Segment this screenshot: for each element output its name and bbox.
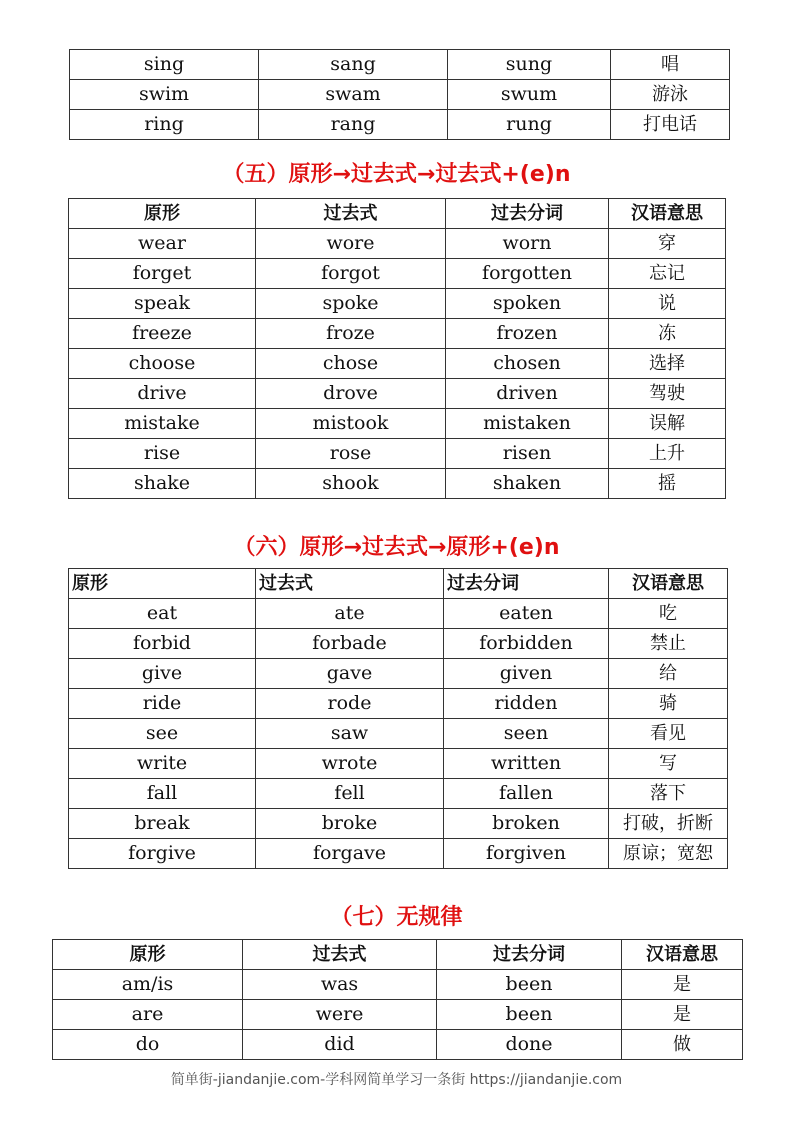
cell-past-tense: forgave xyxy=(256,839,444,869)
cell-base-form: break xyxy=(69,809,256,839)
cell-base-form: write xyxy=(69,749,256,779)
cell-chinese-meaning: 误解 xyxy=(609,409,726,439)
cell-past-participle: been xyxy=(437,970,622,1000)
cell-base-form: rise xyxy=(69,439,256,469)
cell-base-form: see xyxy=(69,719,256,749)
table-header xyxy=(69,569,728,599)
cell-past-participle: shaken xyxy=(446,469,609,499)
table-row xyxy=(69,629,728,659)
table-row xyxy=(69,809,728,839)
column-header-chinese-meaning: 汉语意思 xyxy=(609,569,728,599)
table-row xyxy=(53,1000,743,1030)
header-row xyxy=(53,940,743,970)
cell-base-form: drive xyxy=(69,379,256,409)
cell-past-tense: were xyxy=(243,1000,437,1030)
cell-chinese-meaning: 说 xyxy=(609,289,726,319)
column-header-base-form: 原形 xyxy=(53,940,243,970)
cell-chinese-meaning: 原谅；宽恕 xyxy=(609,839,728,869)
cell-past-participle: forgiven xyxy=(444,839,609,869)
verb-table-section7 xyxy=(52,939,743,1060)
cell-chinese-meaning: 做 xyxy=(622,1030,743,1060)
cell-past-participle: done xyxy=(437,1030,622,1060)
cell-past-tense: forgot xyxy=(256,259,446,289)
cell-past-participle: forbidden xyxy=(444,629,609,659)
cell-base-form: do xyxy=(53,1030,243,1060)
cell-past-tense: rang xyxy=(259,110,448,140)
cell-base-form: eat xyxy=(69,599,256,629)
section6-heading: （六）原形→过去式→原形+(e)n xyxy=(233,535,560,560)
cell-chinese-meaning: 给 xyxy=(609,659,728,689)
footer-source: 简单街-jiandanjie.com-学科网简单学习一条街 https://jiandanjie.com xyxy=(170,1072,623,1088)
cell-past-participle: worn xyxy=(446,229,609,259)
cell-base-form: mistake xyxy=(69,409,256,439)
cell-past-tense: spoke xyxy=(256,289,446,319)
table-row xyxy=(69,259,726,289)
column-header-past-tense: 过去式 xyxy=(243,940,437,970)
table-row xyxy=(69,289,726,319)
cell-past-tense: broke xyxy=(256,809,444,839)
cell-chinese-meaning: 忘记 xyxy=(609,259,726,289)
column-header-chinese-meaning: 汉语意思 xyxy=(622,940,743,970)
table-row xyxy=(69,319,726,349)
table-body xyxy=(70,50,730,140)
table-row xyxy=(53,970,743,1000)
cell-past-participle: swum xyxy=(448,80,611,110)
table-row xyxy=(69,839,728,869)
cell-chinese-meaning: 穿 xyxy=(609,229,726,259)
verb-table-top xyxy=(69,49,730,140)
cell-chinese-meaning: 游泳 xyxy=(611,80,730,110)
cell-base-form: are xyxy=(53,1000,243,1030)
table-row xyxy=(69,229,726,259)
cell-chinese-meaning: 是 xyxy=(622,1000,743,1030)
cell-base-form: sing xyxy=(70,50,259,80)
cell-past-tense: gave xyxy=(256,659,444,689)
header-row xyxy=(69,199,726,229)
column-header-past-participle: 过去分词 xyxy=(444,569,609,599)
cell-past-tense: wore xyxy=(256,229,446,259)
cell-chinese-meaning: 写 xyxy=(609,749,728,779)
column-header-past-participle: 过去分词 xyxy=(437,940,622,970)
cell-base-form: am/is xyxy=(53,970,243,1000)
cell-past-tense: chose xyxy=(256,349,446,379)
cell-past-participle: forgotten xyxy=(446,259,609,289)
cell-past-participle: driven xyxy=(446,379,609,409)
table-row xyxy=(69,409,726,439)
cell-past-tense: rose xyxy=(256,439,446,469)
cell-base-form: freeze xyxy=(69,319,256,349)
cell-past-tense: ate xyxy=(256,599,444,629)
cell-chinese-meaning: 选择 xyxy=(609,349,726,379)
table-header xyxy=(69,199,726,229)
cell-chinese-meaning: 看见 xyxy=(609,719,728,749)
cell-past-participle: chosen xyxy=(446,349,609,379)
cell-past-tense: was xyxy=(243,970,437,1000)
cell-base-form: forbid xyxy=(69,629,256,659)
column-header-past-tense: 过去式 xyxy=(256,569,444,599)
cell-chinese-meaning: 打电话 xyxy=(611,110,730,140)
cell-base-form: ride xyxy=(69,689,256,719)
table-body xyxy=(69,599,728,869)
cell-past-tense: did xyxy=(243,1030,437,1060)
cell-past-tense: froze xyxy=(256,319,446,349)
cell-base-form: fall xyxy=(69,779,256,809)
cell-past-participle: mistaken xyxy=(446,409,609,439)
cell-past-participle: frozen xyxy=(446,319,609,349)
cell-chinese-meaning: 唱 xyxy=(611,50,730,80)
cell-chinese-meaning: 打破，折断 xyxy=(609,809,728,839)
cell-past-participle: given xyxy=(444,659,609,689)
verb-table-section5 xyxy=(68,198,726,499)
cell-past-participle: broken xyxy=(444,809,609,839)
cell-past-participle: seen xyxy=(444,719,609,749)
table-row xyxy=(69,719,728,749)
table-row xyxy=(69,469,726,499)
cell-base-form: shake xyxy=(69,469,256,499)
cell-base-form: give xyxy=(69,659,256,689)
cell-past-tense: swam xyxy=(259,80,448,110)
column-header-base-form: 原形 xyxy=(69,569,256,599)
table-row xyxy=(69,379,726,409)
table-row xyxy=(69,659,728,689)
table-row xyxy=(69,689,728,719)
cell-past-participle: sung xyxy=(448,50,611,80)
cell-chinese-meaning: 是 xyxy=(622,970,743,1000)
verb-table-section6 xyxy=(68,568,728,869)
cell-past-tense: drove xyxy=(256,379,446,409)
cell-past-tense: shook xyxy=(256,469,446,499)
cell-past-participle: been xyxy=(437,1000,622,1030)
cell-chinese-meaning: 禁止 xyxy=(609,629,728,659)
section7-heading: （七）无规律 xyxy=(330,905,463,930)
table-row xyxy=(69,779,728,809)
cell-base-form: swim xyxy=(70,80,259,110)
cell-chinese-meaning: 驾驶 xyxy=(609,379,726,409)
cell-past-participle: written xyxy=(444,749,609,779)
cell-past-participle: ridden xyxy=(444,689,609,719)
table-row xyxy=(69,439,726,469)
cell-base-form: choose xyxy=(69,349,256,379)
column-header-base-form: 原形 xyxy=(69,199,256,229)
cell-base-form: wear xyxy=(69,229,256,259)
cell-base-form: speak xyxy=(69,289,256,319)
cell-chinese-meaning: 吃 xyxy=(609,599,728,629)
cell-base-form: forgive xyxy=(69,839,256,869)
cell-chinese-meaning: 上升 xyxy=(609,439,726,469)
table-row xyxy=(70,80,730,110)
column-header-past-participle: 过去分词 xyxy=(446,199,609,229)
column-header-past-tense: 过去式 xyxy=(256,199,446,229)
table-row xyxy=(70,110,730,140)
cell-chinese-meaning: 摇 xyxy=(609,469,726,499)
cell-past-participle: risen xyxy=(446,439,609,469)
cell-past-participle: fallen xyxy=(444,779,609,809)
cell-past-tense: rode xyxy=(256,689,444,719)
cell-chinese-meaning: 落下 xyxy=(609,779,728,809)
cell-past-tense: saw xyxy=(256,719,444,749)
cell-base-form: forget xyxy=(69,259,256,289)
cell-past-tense: wrote xyxy=(256,749,444,779)
table-row xyxy=(69,749,728,779)
cell-past-tense: mistook xyxy=(256,409,446,439)
table-row xyxy=(53,1030,743,1060)
header-row xyxy=(69,569,728,599)
table-header xyxy=(53,940,743,970)
cell-past-participle: spoken xyxy=(446,289,609,319)
table-row xyxy=(69,599,728,629)
cell-chinese-meaning: 骑 xyxy=(609,689,728,719)
table-body xyxy=(53,970,743,1060)
cell-past-tense: sang xyxy=(259,50,448,80)
cell-chinese-meaning: 冻 xyxy=(609,319,726,349)
cell-past-tense: forbade xyxy=(256,629,444,659)
cell-past-tense: fell xyxy=(256,779,444,809)
table-row xyxy=(69,349,726,379)
table-body xyxy=(69,229,726,499)
section5-heading: （五）原形→过去式→过去式+(e)n xyxy=(222,162,571,187)
cell-past-participle: rung xyxy=(448,110,611,140)
column-header-chinese-meaning: 汉语意思 xyxy=(609,199,726,229)
cell-past-participle: eaten xyxy=(444,599,609,629)
cell-base-form: ring xyxy=(70,110,259,140)
table-row xyxy=(70,50,730,80)
